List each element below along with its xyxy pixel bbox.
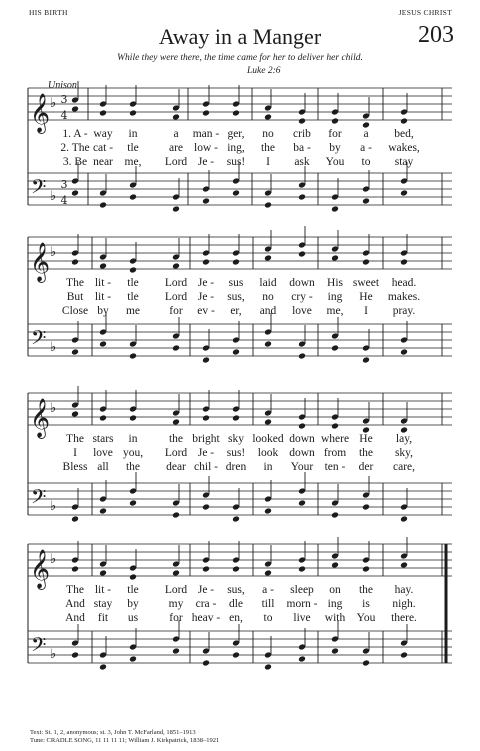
note-head — [202, 415, 210, 422]
note-head — [129, 574, 137, 581]
time-signature-top: 3 — [60, 93, 68, 106]
note-head — [264, 114, 272, 121]
note-head — [232, 110, 240, 117]
lyric-syllable: care, — [392, 461, 416, 473]
note-head — [172, 114, 180, 121]
lyric-syllable: in — [128, 433, 138, 445]
lyric-syllable: the — [358, 447, 374, 459]
lyric-syllable: bright — [192, 433, 220, 445]
lyric-syllable: sweet — [352, 277, 380, 289]
lyric-syllable: me — [125, 305, 141, 317]
lyric-syllable: sky, — [394, 447, 414, 459]
note-head — [298, 423, 306, 430]
lyric-syllable: ask — [294, 156, 310, 168]
lyric-syllable: head. — [391, 277, 417, 289]
note-head — [331, 423, 339, 430]
lyric-syllable: heav - — [191, 612, 221, 624]
lyric-syllable: Bless — [62, 461, 88, 473]
note-head — [232, 349, 240, 356]
note-head — [71, 190, 79, 197]
lyric-syllable: the — [358, 584, 374, 596]
lyric-syllable: cat - — [92, 142, 114, 154]
lyric-syllable: a - — [360, 142, 372, 154]
note-head — [202, 259, 210, 266]
lyric-syllable: tle — [127, 142, 139, 154]
note-head — [71, 411, 79, 418]
bass-staff — [28, 173, 452, 205]
note-head — [202, 566, 210, 573]
lyric-syllable: Je - — [197, 447, 215, 459]
lyric-syllable: is — [362, 598, 370, 610]
lyric-syllable: cry - — [291, 291, 313, 303]
note-head — [264, 570, 272, 577]
lyric-syllable: to — [361, 156, 371, 168]
lyric-syllable: to — [263, 612, 273, 624]
note-head — [71, 259, 79, 266]
lyric-syllable: Je - — [197, 156, 215, 168]
lyric-syllable: for — [328, 128, 342, 140]
lyric-syllable: sus — [228, 277, 244, 289]
lyric-syllable: ing — [327, 598, 343, 610]
lyric-syllable: lit - — [94, 277, 112, 289]
note-head — [400, 349, 408, 356]
lyric-syllable: me, — [326, 305, 344, 317]
note-head — [362, 357, 370, 364]
lyric-syllable: no — [262, 128, 274, 140]
flat-icon: ♭ — [50, 552, 57, 567]
lyric-line — [0, 447, 480, 461]
note-head — [129, 110, 137, 117]
note-head — [331, 345, 339, 352]
lyric-syllable: Je - — [197, 584, 215, 596]
flat-icon: ♭ — [50, 401, 57, 416]
note-head — [202, 198, 210, 205]
lyric-line — [0, 277, 480, 291]
lyric-syllable: Your — [290, 461, 314, 473]
note-head — [202, 110, 210, 117]
lyric-syllable: way — [93, 128, 113, 140]
note-head — [172, 512, 180, 519]
lyric-syllable: The — [66, 584, 84, 596]
bass-clef-icon: 𝄢 — [31, 175, 47, 203]
note-head — [400, 652, 408, 659]
treble-staff — [28, 88, 452, 120]
lyric-syllable: me, — [124, 156, 142, 168]
treble-clef-icon: 𝄞 — [30, 93, 51, 133]
lyric-syllable: look — [257, 447, 279, 459]
lyric-syllable: sleep — [290, 584, 314, 596]
note-head — [172, 570, 180, 577]
lyric-syllable: chil - — [194, 461, 218, 473]
note-head — [298, 353, 306, 360]
lyric-syllable: ing — [327, 291, 343, 303]
lyric-syllable: tle — [127, 277, 139, 289]
lyric-syllable: live — [293, 612, 311, 624]
lyric-syllable: sus! — [226, 447, 246, 459]
treble-clef-icon: 𝄞 — [30, 549, 51, 589]
flat-icon: ♭ — [50, 499, 57, 514]
note-head — [71, 652, 79, 659]
lyric-syllable: I — [364, 305, 368, 317]
lyric-syllable: en, — [229, 612, 243, 624]
bass-clef-icon: 𝄢 — [31, 633, 47, 661]
lyric-syllable: by — [127, 598, 139, 610]
running-head-left: HIS BIRTH — [29, 8, 68, 17]
lyric-syllable: love — [292, 305, 312, 317]
lyric-syllable: in — [263, 461, 273, 473]
lyric-syllable: I — [73, 447, 77, 459]
running-head-right: JESUS CHRIST — [398, 8, 452, 17]
lyric-line — [0, 461, 480, 475]
note-head — [264, 341, 272, 348]
note-head — [264, 419, 272, 426]
lyric-line — [0, 433, 480, 447]
lyric-syllable: Lord — [164, 156, 188, 168]
lyric-syllable: tle — [127, 584, 139, 596]
lyric-syllable: 2. The — [60, 142, 90, 154]
hymn-title: Away in a Manger — [158, 24, 322, 49]
lyric-syllable: crib — [293, 128, 311, 140]
lyric-syllable: you, — [122, 447, 144, 459]
note-head — [298, 566, 306, 573]
note-head — [331, 562, 339, 569]
lyric-syllable: down — [289, 433, 315, 445]
note-head — [71, 349, 79, 356]
note-head — [129, 656, 137, 663]
lyric-syllable: no — [262, 291, 274, 303]
note-head — [362, 660, 370, 667]
lyric-syllable: pray. — [392, 305, 416, 317]
lyric-syllable: for — [169, 305, 183, 317]
note-head — [172, 648, 180, 655]
lyric-syllable: us — [127, 612, 139, 624]
lyric-syllable: sus, — [227, 584, 245, 596]
note-head — [202, 357, 210, 364]
lyric-line — [0, 598, 480, 612]
note-head — [172, 206, 180, 213]
note-head — [298, 500, 306, 507]
lyric-syllable: Lord — [164, 447, 188, 459]
flat-icon: ♭ — [50, 340, 57, 355]
note-head — [232, 566, 240, 573]
lyric-syllable: fit — [97, 612, 109, 624]
lyric-syllable: tle — [127, 291, 139, 303]
note-head — [99, 110, 107, 117]
note-head — [400, 259, 408, 266]
note-head — [129, 194, 137, 201]
lyric-syllable: sus, — [227, 291, 245, 303]
note-head — [232, 259, 240, 266]
note-head — [400, 562, 408, 569]
lyric-syllable: down — [289, 277, 315, 289]
lyric-syllable: hay. — [394, 584, 414, 596]
note-head — [362, 504, 370, 511]
note-head — [400, 516, 408, 523]
lyric-syllable: Lord — [164, 277, 188, 289]
note-head — [400, 118, 408, 125]
lyric-syllable: low - — [194, 142, 218, 154]
note-head — [331, 255, 339, 262]
note-head — [232, 516, 240, 523]
lyric-syllable: Lord — [164, 291, 188, 303]
lyric-syllable: And — [65, 598, 85, 610]
treble-clef-icon: 𝄞 — [30, 398, 51, 438]
bass-clef-icon: 𝄢 — [31, 485, 47, 513]
lyric-syllable: a — [173, 128, 179, 140]
note-head — [264, 664, 272, 671]
lyric-syllable: ing, — [227, 142, 245, 154]
lyric-line — [0, 584, 480, 598]
lyric-syllable: sky — [228, 433, 244, 445]
lyric-syllable: dle — [228, 598, 244, 610]
lyric-syllable: looked — [252, 433, 284, 445]
lyric-syllable: love — [93, 447, 113, 459]
lyric-syllable: for — [169, 612, 183, 624]
lyric-syllable: bed, — [394, 128, 414, 140]
lyric-line — [0, 156, 480, 170]
lyric-syllable: the — [125, 461, 141, 473]
note-head — [331, 206, 339, 213]
note-head — [232, 190, 240, 197]
note-head — [232, 652, 240, 659]
note-head — [362, 566, 370, 573]
lyric-syllable: where — [320, 433, 350, 445]
flat-icon: ♭ — [50, 96, 57, 111]
note-head — [362, 259, 370, 266]
lyric-line — [0, 128, 480, 142]
lyric-syllable: sus! — [226, 156, 246, 168]
note-head — [298, 194, 306, 201]
lyric-syllable: makes. — [387, 291, 421, 303]
lyric-syllable: der — [358, 461, 374, 473]
performance-note: Unison — [48, 80, 77, 91]
lyric-syllable: a — [363, 128, 369, 140]
note-head — [202, 504, 210, 511]
lyric-line — [0, 291, 480, 305]
note-head — [129, 353, 137, 360]
note-head — [202, 660, 210, 667]
lyric-syllable: stay — [394, 156, 414, 168]
lyric-syllable: from — [323, 447, 347, 459]
lyric-syllable: in — [128, 128, 138, 140]
lyric-syllable: by — [329, 142, 341, 154]
lyric-syllable: ger, — [227, 128, 245, 140]
lyric-syllable: But — [66, 291, 84, 303]
flat-icon: ♭ — [50, 245, 57, 260]
lyric-syllable: lay, — [395, 433, 413, 445]
lyric-syllable: nigh. — [392, 598, 416, 610]
lyric-syllable: You — [356, 612, 376, 624]
note-head — [129, 267, 137, 274]
lyric-syllable: Close — [61, 305, 89, 317]
lyric-syllable: ba - — [293, 142, 311, 154]
lyric-syllable: er, — [230, 305, 242, 317]
lyric-syllable: with — [324, 612, 346, 624]
lyric-syllable: by — [97, 305, 109, 317]
lyric-syllable: Je - — [197, 291, 215, 303]
epigraph: While they were there, the time came for her to deliver her child. — [117, 53, 363, 63]
lyric-syllable: stars — [92, 433, 114, 445]
lyric-syllable: ten - — [324, 461, 346, 473]
lyric-syllable: lit - — [94, 291, 112, 303]
lyric-syllable: till — [261, 598, 275, 610]
note-head — [71, 566, 79, 573]
time-signature-bottom: 4 — [60, 194, 68, 207]
lyric-syllable: near — [93, 156, 113, 168]
lyric-syllable: 3. Be — [62, 156, 88, 168]
lyric-syllable: my — [168, 598, 184, 610]
lyric-line — [0, 305, 480, 319]
lyric-syllable: I — [266, 156, 270, 168]
lyric-syllable: are — [168, 142, 184, 154]
lyric-syllable: man - — [192, 128, 220, 140]
lyric-syllable: laid — [259, 277, 277, 289]
lyric-syllable: His — [327, 277, 343, 289]
text-credit: Text: St. 1, 2, anonymous; st. 3, John T. McFarland, 1851–1913 — [30, 729, 196, 736]
note-head — [232, 415, 240, 422]
lyric-syllable: on — [329, 584, 341, 596]
lyric-syllable: The — [66, 433, 84, 445]
hymn-number: 203 — [418, 22, 454, 48]
note-head — [362, 198, 370, 205]
note-head — [129, 415, 137, 422]
note-head — [400, 190, 408, 197]
note-head — [71, 106, 79, 113]
note-head — [99, 570, 107, 577]
treble-clef-icon: 𝄞 — [30, 242, 51, 282]
note-head — [331, 118, 339, 125]
note-head — [172, 263, 180, 270]
note-head — [172, 419, 180, 426]
note-head — [99, 508, 107, 515]
time-signature-top: 3 — [60, 178, 68, 191]
lyric-syllable: He — [359, 433, 373, 445]
note-head — [298, 118, 306, 125]
lyric-syllable: And — [65, 612, 85, 624]
lyric-syllable: and — [259, 305, 277, 317]
time-signature-bottom: 4 — [60, 109, 68, 122]
note-head — [99, 415, 107, 422]
note-head — [99, 263, 107, 270]
lyric-syllable: all — [97, 461, 109, 473]
lyric-syllable: dear — [166, 461, 186, 473]
lyric-syllable: stay — [93, 598, 113, 610]
lyric-syllable: dren — [225, 461, 247, 473]
lyric-syllable: down — [289, 447, 315, 459]
scripture-reference: Luke 2:6 — [247, 66, 281, 76]
lyric-syllable: The — [66, 277, 84, 289]
note-head — [331, 512, 339, 519]
lyric-syllable: lit - — [94, 584, 112, 596]
lyric-syllable: He — [359, 291, 373, 303]
lyric-syllable: wakes, — [388, 142, 420, 154]
lyric-line — [0, 612, 480, 626]
note-head — [298, 656, 306, 663]
flat-icon: ♭ — [50, 647, 57, 662]
note-head — [129, 500, 137, 507]
lyric-syllable: 1. A - — [62, 128, 88, 140]
note-head — [264, 202, 272, 209]
bass-clef-icon: 𝄢 — [31, 326, 47, 354]
lyric-syllable: ev - — [197, 305, 215, 317]
lyric-syllable: Lord — [164, 584, 188, 596]
note-head — [172, 345, 180, 352]
lyric-syllable: the — [168, 433, 184, 445]
lyric-syllable: You — [325, 156, 345, 168]
flat-icon: ♭ — [50, 189, 57, 204]
lyric-syllable: Je - — [197, 277, 215, 289]
lyric-syllable: a - — [262, 584, 274, 596]
lyric-syllable: there. — [391, 612, 417, 624]
note-head — [99, 664, 107, 671]
note-head — [264, 255, 272, 262]
note-head — [331, 648, 339, 655]
lyric-line — [0, 142, 480, 156]
lyric-syllable: morn - — [286, 598, 318, 610]
note-head — [71, 516, 79, 523]
lyric-syllable: cra - — [195, 598, 217, 610]
note-head — [264, 508, 272, 515]
note-head — [99, 341, 107, 348]
tune-credit: Tune: CRADLE SONG, 11 11 11 11; William J. Kirkpatrick, 1838–1921 — [30, 737, 220, 744]
lyric-syllable: the — [260, 142, 276, 154]
note-head — [298, 251, 306, 258]
note-head — [99, 202, 107, 209]
